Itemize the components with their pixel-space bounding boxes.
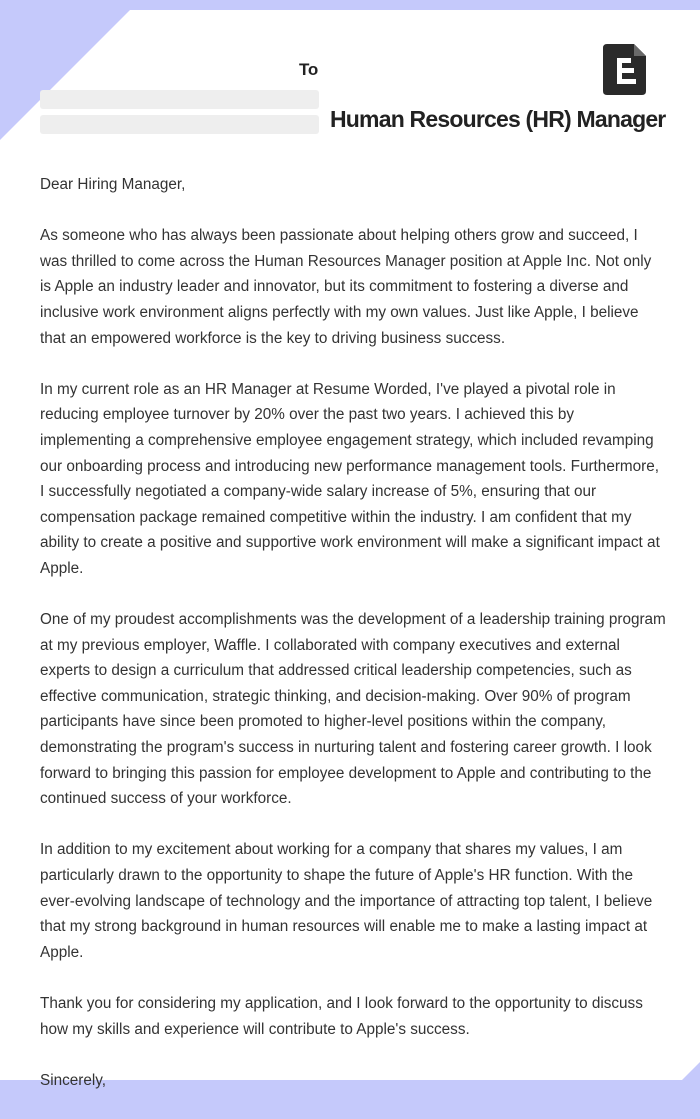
letter-paragraph: Thank you for considering my application, and I look forward to the opportunity to discuss how my skills and experience will contribute to Apple's success. <box>40 995 643 1038</box>
recipient-address-placeholder <box>40 115 319 134</box>
letter-paragraph: One of my proudest accomplishments was the development of a leadership training program at my previous employer, Waffle. I collaborated with company executives and external experts to design a curriculum that addressed critical leadership competencies, such as effective communication, strategic thinking, and decision-making. Over 90% of program participants have since been promoted to higher-level positions within the company, demonstrating the program's success in nurturing talent and fostering career growth. I look forward to bringing this passion for employee development to Apple and contributing to the continued success of your workforce. <box>40 611 666 808</box>
letter-paragraph: As someone who has always been passionate about helping others grow and succeed, I was thrilled to come across the Human Resources Manager position at Apple Inc. Not only is Apple an industry leader and innovator, but its commitment to fostering a diverse and inclusive work environment aligns perfectly with my own values. Just like Apple, I believe that an empowered workforce is the key to driving business success. <box>40 227 652 347</box>
letter-paragraph: In my current role as an HR Manager at Resume Worded, I've played a pivotal role in reducing employee turnover by 20% over the past two years. I achieved this by implementing a comprehensive employee engagement strategy, which included revamping our onboarding process and introducing new performance management tools. Furthermore, I successfully negotiated a company-wide salary increase of 5%, ensuring that our compensation package remained competitive within the industry. I am confident that my ability to create a positive and supportive work environment will make a significant impact at Apple. <box>40 380 660 577</box>
letter-paragraph: In addition to my excitement about working for a company that shares my values, I am particularly drawn to the opportunity to shape the future of Apple's HR function. With the ever-evolving landscape of technology and the importance of attracting top talent, I believe that my strong background in human resources will enable me to make a lasting impact at Apple. <box>40 841 653 961</box>
greeting: Dear Hiring Manager, <box>40 176 186 193</box>
job-title: Human Resources (HR) Manager <box>330 106 666 132</box>
recipient-name-placeholder <box>40 90 319 109</box>
letter-sheet <box>0 10 700 1089</box>
to-label: To <box>299 60 318 79</box>
letter-body <box>40 172 666 1119</box>
closing: Sincerely, <box>40 1071 107 1089</box>
corner-decoration-bottom-right <box>682 1062 700 1080</box>
document-icon <box>603 44 646 95</box>
